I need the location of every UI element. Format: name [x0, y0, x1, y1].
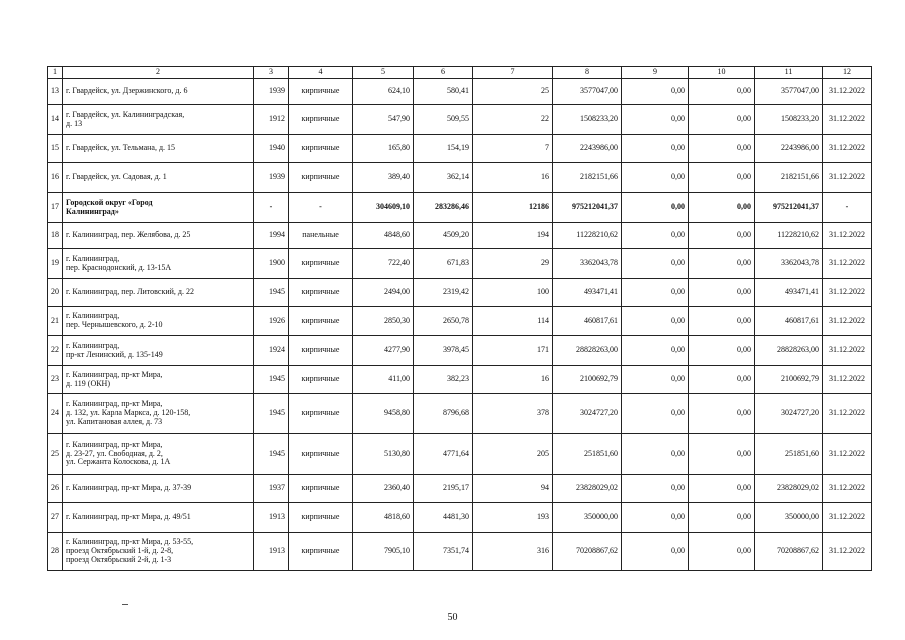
header-cell-cost-col-10: 10 [689, 67, 755, 79]
address-line: г. Калининград, [66, 340, 120, 350]
table-row [48, 503, 872, 533]
cell-row-number: 28 [48, 533, 63, 571]
cell-total-area: 5130,80 [353, 434, 414, 475]
cell-year-built: 1945 [254, 394, 289, 434]
cell-row-number: 14 [48, 105, 63, 135]
cell-deadline-date: 31.12.2022 [823, 79, 872, 105]
cell-total-area: 7905,10 [353, 533, 414, 571]
cell-year-built: 1937 [254, 475, 289, 503]
cell-total-cost: 2100692,79 [553, 366, 622, 394]
cell-total-cost: 3362043,78 [553, 249, 622, 279]
cell-total-area: 2850,30 [353, 307, 414, 336]
cell-total-cost: 23828029,02 [553, 475, 622, 503]
cell-row-number: 21 [48, 307, 63, 336]
cell-total-area: 389,40 [353, 163, 414, 193]
address-line: д. 23-27, ул. Свободная, д. 2, [66, 448, 163, 458]
cell-total-cost: 28828263,00 [553, 336, 622, 366]
cell-address [63, 366, 254, 394]
cell-residents-count: 205 [473, 434, 553, 475]
address-line: пер. Чернышевского, д. 2-10 [66, 320, 163, 329]
cell-address [63, 307, 254, 336]
cell-cost-col-9: 0,00 [622, 79, 689, 105]
cell-cost-col-9: 0,00 [622, 193, 689, 223]
table-row [48, 223, 872, 249]
cell-address [63, 533, 254, 571]
cell-total-area: 304609,10 [353, 193, 414, 223]
cell-cost-col-11: 2100692,79 [755, 366, 823, 394]
cell-address [63, 223, 254, 249]
table-row [48, 79, 872, 105]
cell-residents-count: 29 [473, 249, 553, 279]
cell-cost-col-11: 3024727,20 [755, 394, 823, 434]
cell-cost-col-9: 0,00 [622, 279, 689, 307]
cell-cost-col-9: 0,00 [622, 223, 689, 249]
cell-year-built: 1926 [254, 307, 289, 336]
cell-deadline-date: 31.12.2022 [823, 336, 872, 366]
cell-year-built: 1939 [254, 163, 289, 193]
cell-deadline-date: 31.12.2022 [823, 249, 872, 279]
cell-cost-col-11: 28828263,00 [755, 336, 823, 366]
address-line: Городской округ «Город [66, 197, 153, 207]
table-row [48, 336, 872, 366]
address-line: г. Гвардейск, ул. Садовая, д. 1 [66, 172, 167, 182]
cell-deadline-date: 31.12.2022 [823, 434, 872, 475]
cell-cost-col-10: 0,00 [689, 394, 755, 434]
cell-deadline-date: 31.12.2022 [823, 223, 872, 249]
cell-residents-count: 194 [473, 223, 553, 249]
cell-wall-material: кирпичные [289, 394, 353, 434]
header-cell-year-built: 3 [254, 67, 289, 79]
address-line: г. Гвардейск, ул. Дзержинского, д. 6 [66, 86, 188, 96]
address-line: г. Калининград, пр-кт Мира, [66, 399, 163, 409]
address-line: г. Калининград, пер. Желябова, д. 25 [66, 230, 191, 240]
cell-total-cost: 2182151,66 [553, 163, 622, 193]
cell-cost-col-9: 0,00 [622, 394, 689, 434]
cell-cost-col-9: 0,00 [622, 475, 689, 503]
cell-residents-count: 193 [473, 503, 553, 533]
cell-deadline-date: 31.12.2022 [823, 394, 872, 434]
cell-residents-count: 100 [473, 279, 553, 307]
cell-living-area: 4509,20 [414, 223, 473, 249]
address-line: пер. Краснодонский, д. 13-15А [66, 262, 172, 272]
cell-total-cost: 70208867,62 [553, 533, 622, 571]
cell-deadline-date: 31.12.2022 [823, 105, 872, 135]
cell-residents-count: 378 [473, 394, 553, 434]
cell-living-area: 671,83 [414, 249, 473, 279]
cell-residents-count: 94 [473, 475, 553, 503]
cell-deadline-date: 31.12.2022 [823, 475, 872, 503]
cell-address [63, 336, 254, 366]
cell-year-built: 1900 [254, 249, 289, 279]
cell-wall-material: кирпичные [289, 366, 353, 394]
cell-total-cost: 2243986,00 [553, 135, 622, 163]
cell-living-area: 362,14 [414, 163, 473, 193]
cell-total-area: 411,00 [353, 366, 414, 394]
cell-residents-count: 316 [473, 533, 553, 571]
cell-cost-col-10: 0,00 [689, 79, 755, 105]
cell-total-area: 9458,80 [353, 394, 414, 434]
cell-total-area: 547,90 [353, 105, 414, 135]
cell-deadline-date: 31.12.2022 [823, 503, 872, 533]
cell-cost-col-10: 0,00 [689, 105, 755, 135]
cell-row-number: 13 [48, 79, 63, 105]
cell-address [63, 193, 254, 223]
table-row [48, 475, 872, 503]
header-cell-total-area: 5 [353, 67, 414, 79]
cell-residents-count: 114 [473, 307, 553, 336]
cell-cost-col-9: 0,00 [622, 105, 689, 135]
cell-deadline-date: 31.12.2022 [823, 279, 872, 307]
cell-cost-col-10: 0,00 [689, 249, 755, 279]
address-line: г. Калининград, пр-кт Мира, [66, 439, 163, 449]
header-cell-address: 2 [63, 67, 254, 79]
cell-cost-col-9: 0,00 [622, 336, 689, 366]
cell-row-number: 16 [48, 163, 63, 193]
cell-year-built: 1913 [254, 503, 289, 533]
cell-row-number: 22 [48, 336, 63, 366]
cell-address [63, 475, 254, 503]
cell-cost-col-9: 0,00 [622, 503, 689, 533]
cell-row-number: 15 [48, 135, 63, 163]
address-line: г. Гвардейск, ул. Тельмана, д. 15 [66, 143, 176, 153]
cell-cost-col-9: 0,00 [622, 366, 689, 394]
address-line: проезд Октябрьский 2-й, д. 1-3 [66, 554, 172, 564]
cell-address [63, 79, 254, 105]
header-cell-cost-col-11: 11 [755, 67, 823, 79]
cell-deadline-date: 31.12.2022 [823, 135, 872, 163]
address-line: г. Гвардейск, ул. Калининградская, [66, 109, 185, 119]
cell-deadline-date: 31.12.2022 [823, 307, 872, 336]
cell-wall-material: кирпичные [289, 105, 353, 135]
cell-row-number: 23 [48, 366, 63, 394]
cell-address [63, 163, 254, 193]
cell-cost-col-11: 251851,60 [755, 434, 823, 475]
cell-living-area: 2319,42 [414, 279, 473, 307]
cell-cost-col-10: 0,00 [689, 533, 755, 571]
cell-cost-col-9: 0,00 [622, 533, 689, 571]
cell-address [63, 249, 254, 279]
address-line: г. Калининград, пр-кт Мира, д. 37-39 [66, 483, 192, 493]
housing-table [47, 66, 872, 571]
cell-row-number: 18 [48, 223, 63, 249]
cell-deadline-date: - [823, 193, 872, 223]
address-line: проезд Октябрьский 1-й, д. 2-8, [66, 546, 174, 556]
cell-residents-count: 22 [473, 105, 553, 135]
address-line: Калининград» [66, 206, 119, 216]
table-row [48, 249, 872, 279]
cell-cost-col-10: 0,00 [689, 163, 755, 193]
cell-residents-count: 12186 [473, 193, 553, 223]
cell-address [63, 105, 254, 135]
cell-cost-col-10: 0,00 [689, 307, 755, 336]
cell-total-cost: 3024727,20 [553, 394, 622, 434]
cell-living-area: 154,19 [414, 135, 473, 163]
cell-wall-material: кирпичные [289, 135, 353, 163]
cell-wall-material: - [289, 193, 353, 223]
cell-cost-col-11: 350000,00 [755, 503, 823, 533]
cell-total-area: 4818,60 [353, 503, 414, 533]
cell-address [63, 394, 254, 434]
cell-total-area: 624,10 [353, 79, 414, 105]
cell-total-cost: 975212041,37 [553, 193, 622, 223]
table-body [48, 79, 872, 571]
header-cell-wall-material: 4 [289, 67, 353, 79]
cell-wall-material: кирпичные [289, 307, 353, 336]
header-cell-total-cost: 8 [553, 67, 622, 79]
address-line: г. Калининград, [66, 311, 120, 321]
cell-deadline-date: 31.12.2022 [823, 366, 872, 394]
cell-cost-col-11: 493471,41 [755, 279, 823, 307]
cell-living-area: 8796,68 [414, 394, 473, 434]
cell-living-area: 283286,46 [414, 193, 473, 223]
address-line: д. 132, ул. Карла Маркса, д. 120-158, [66, 408, 191, 418]
cell-wall-material: кирпичные [289, 434, 353, 475]
cell-address [63, 434, 254, 475]
header-cell-row-number: 1 [48, 67, 63, 79]
cell-row-number: 27 [48, 503, 63, 533]
cell-total-area: 2360,40 [353, 475, 414, 503]
cell-cost-col-9: 0,00 [622, 249, 689, 279]
cell-cost-col-10: 0,00 [689, 336, 755, 366]
cell-total-area: 4848,60 [353, 223, 414, 249]
address-line: г. Калининград, пр-кт Мира, д. 49/51 [66, 512, 191, 522]
cell-cost-col-10: 0,00 [689, 193, 755, 223]
cell-residents-count: 16 [473, 366, 553, 394]
address-line: пр-кт Ленинский, д. 135-149 [66, 349, 163, 359]
cell-living-area: 3978,45 [414, 336, 473, 366]
header-cell-deadline-date: 12 [823, 67, 872, 79]
cell-living-area: 509,55 [414, 105, 473, 135]
header-cell-living-area: 6 [414, 67, 473, 79]
cell-year-built: - [254, 193, 289, 223]
address-line: г. Калининград, [66, 253, 120, 263]
header-cell-residents-count: 7 [473, 67, 553, 79]
cell-residents-count: 25 [473, 79, 553, 105]
cell-cost-col-11: 975212041,37 [755, 193, 823, 223]
cell-row-number: 26 [48, 475, 63, 503]
cell-row-number: 19 [48, 249, 63, 279]
table-row [48, 434, 872, 475]
cell-deadline-date: 31.12.2022 [823, 163, 872, 193]
cell-total-cost: 493471,41 [553, 279, 622, 307]
table-row [48, 105, 872, 135]
address-line: д. 119 (ОКН) [66, 378, 110, 388]
address-line: г. Калининград, пр-кт Мира, [66, 369, 163, 379]
cell-address [63, 279, 254, 307]
cell-row-number: 25 [48, 434, 63, 475]
page-number: 50 [447, 612, 458, 623]
cell-wall-material: кирпичные [289, 336, 353, 366]
cell-total-area: 2494,00 [353, 279, 414, 307]
cell-living-area: 7351,74 [414, 533, 473, 571]
table-row [48, 394, 872, 434]
cell-total-cost: 11228210,62 [553, 223, 622, 249]
cell-wall-material: кирпичные [289, 279, 353, 307]
cell-wall-material: панельные [289, 223, 353, 249]
address-line: д. 13 [66, 118, 83, 128]
cell-living-area: 2195,17 [414, 475, 473, 503]
table-row [48, 193, 872, 223]
cell-wall-material: кирпичные [289, 475, 353, 503]
cell-residents-count: 7 [473, 135, 553, 163]
cell-total-area: 4277,90 [353, 336, 414, 366]
cell-deadline-date: 31.12.2022 [823, 533, 872, 571]
cell-cost-col-10: 0,00 [689, 279, 755, 307]
cell-year-built: 1945 [254, 279, 289, 307]
cell-wall-material: кирпичные [289, 163, 353, 193]
table-row [48, 366, 872, 394]
address-line: г. Калининград, пр-кт Мира, д. 53-55, [66, 537, 194, 547]
cell-year-built: 1940 [254, 135, 289, 163]
cell-year-built: 1945 [254, 366, 289, 394]
cell-total-cost: 350000,00 [553, 503, 622, 533]
cell-total-area: 722,40 [353, 249, 414, 279]
table-header [48, 67, 872, 79]
cell-wall-material: кирпичные [289, 249, 353, 279]
cell-cost-col-10: 0,00 [689, 475, 755, 503]
cell-cost-col-10: 0,00 [689, 434, 755, 475]
cell-living-area: 4771,64 [414, 434, 473, 475]
cell-cost-col-11: 2182151,66 [755, 163, 823, 193]
header-cell-cost-col-9: 9 [622, 67, 689, 79]
cell-total-cost: 460817,61 [553, 307, 622, 336]
cell-cost-col-11: 23828029,02 [755, 475, 823, 503]
cell-year-built: 1939 [254, 79, 289, 105]
cell-cost-col-9: 0,00 [622, 163, 689, 193]
table-row [48, 307, 872, 336]
cell-address [63, 135, 254, 163]
cell-living-area: 580,41 [414, 79, 473, 105]
cell-cost-col-10: 0,00 [689, 223, 755, 249]
cell-row-number: 17 [48, 193, 63, 223]
cell-cost-col-9: 0,00 [622, 135, 689, 163]
address-line: ул. Капитановая аллея, д. 73 [66, 416, 163, 426]
cell-cost-col-11: 3362043,78 [755, 249, 823, 279]
cell-cost-col-11: 460817,61 [755, 307, 823, 336]
address-line: ул. Сержанта Колоскова, д. 1А [66, 457, 171, 467]
cell-living-area: 2650,78 [414, 307, 473, 336]
cell-cost-col-10: 0,00 [689, 366, 755, 394]
cell-residents-count: 16 [473, 163, 553, 193]
cell-total-area: 165,80 [353, 135, 414, 163]
cell-residents-count: 171 [473, 336, 553, 366]
cell-cost-col-11: 1508233,20 [755, 105, 823, 135]
table-row [48, 279, 872, 307]
table-row [48, 163, 872, 193]
cell-total-cost: 1508233,20 [553, 105, 622, 135]
cell-year-built: 1924 [254, 336, 289, 366]
cell-cost-col-11: 70208867,62 [755, 533, 823, 571]
cell-wall-material: кирпичные [289, 79, 353, 105]
cell-living-area: 382,23 [414, 366, 473, 394]
cell-cost-col-11: 2243986,00 [755, 135, 823, 163]
cell-cost-col-9: 0,00 [622, 434, 689, 475]
cell-row-number: 24 [48, 394, 63, 434]
footnote-mark [122, 604, 128, 605]
cell-total-cost: 251851,60 [553, 434, 622, 475]
cell-year-built: 1945 [254, 434, 289, 475]
table-row [48, 533, 872, 571]
table-row [48, 135, 872, 163]
cell-year-built: 1913 [254, 533, 289, 571]
cell-total-cost: 3577047,00 [553, 79, 622, 105]
address-line: г. Калининград, пер. Литовский, д. 22 [66, 287, 194, 297]
header-row [48, 67, 872, 79]
cell-year-built: 1994 [254, 223, 289, 249]
cell-cost-col-10: 0,00 [689, 503, 755, 533]
cell-cost-col-10: 0,00 [689, 135, 755, 163]
cell-cost-col-11: 3577047,00 [755, 79, 823, 105]
cell-wall-material: кирпичные [289, 503, 353, 533]
cell-row-number: 20 [48, 279, 63, 307]
cell-address [63, 503, 254, 533]
cell-living-area: 4481,30 [414, 503, 473, 533]
cell-cost-col-11: 11228210,62 [755, 223, 823, 249]
cell-wall-material: кирпичные [289, 533, 353, 571]
cell-year-built: 1912 [254, 105, 289, 135]
cell-cost-col-9: 0,00 [622, 307, 689, 336]
